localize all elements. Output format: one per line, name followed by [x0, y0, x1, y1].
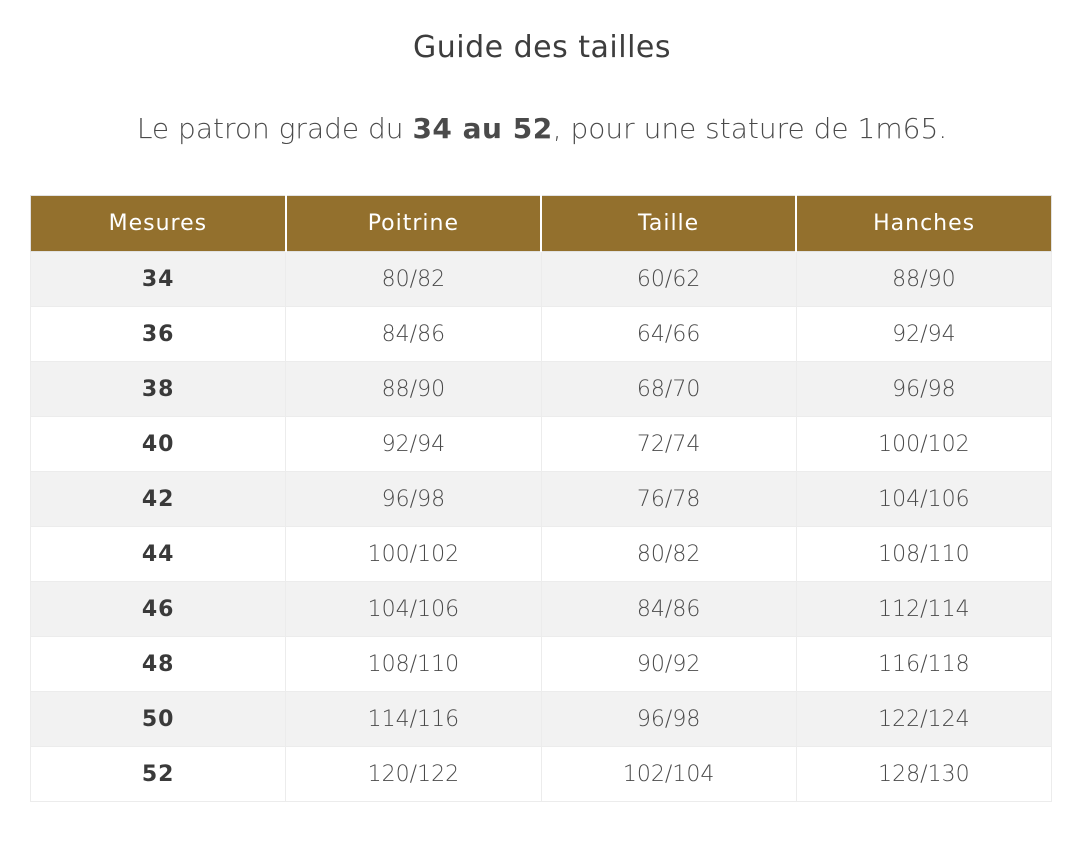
cell-size: 34 [31, 252, 286, 307]
cell-taille: 80/82 [541, 527, 796, 582]
page-title: Guide des tailles [412, 30, 672, 65]
cell-hanches: 128/130 [796, 747, 1051, 802]
cell-taille: 68/70 [541, 362, 796, 417]
cell-poitrine: 84/86 [286, 307, 541, 362]
subtitle-prefix: Le patron grade du [136, 112, 413, 145]
table-row [31, 417, 1052, 472]
table-row [31, 637, 1052, 692]
table-body [31, 252, 1052, 802]
header-cell-hanches: Hanches [796, 196, 1051, 252]
cell-size: 42 [31, 472, 286, 527]
cell-hanches: 108/110 [796, 527, 1051, 582]
header-row [31, 196, 1052, 252]
cell-poitrine: 104/106 [286, 582, 541, 637]
cell-size: 40 [31, 417, 286, 472]
table-row [31, 527, 1052, 582]
table-row [31, 747, 1052, 802]
cell-poitrine: 92/94 [286, 417, 541, 472]
header-cell-mesures: Mesures [31, 196, 286, 252]
subtitle-size-range: 34 au 52 [412, 112, 553, 145]
cell-hanches: 88/90 [796, 252, 1051, 307]
cell-hanches: 116/118 [796, 637, 1051, 692]
cell-taille: 76/78 [541, 472, 796, 527]
table-row [31, 252, 1052, 307]
cell-size: 36 [31, 307, 286, 362]
cell-size: 46 [31, 582, 286, 637]
cell-poitrine: 100/102 [286, 527, 541, 582]
cell-taille: 60/62 [541, 252, 796, 307]
page-subtitle [0, 112, 1084, 145]
cell-hanches: 112/114 [796, 582, 1051, 637]
cell-taille: 102/104 [541, 747, 796, 802]
cell-hanches: 104/106 [796, 472, 1051, 527]
cell-taille: 84/86 [541, 582, 796, 637]
table-row [31, 582, 1052, 637]
header-cell-poitrine: Poitrine [286, 196, 541, 252]
cell-poitrine: 96/98 [286, 472, 541, 527]
cell-taille: 90/92 [541, 637, 796, 692]
cell-poitrine: 114/116 [286, 692, 541, 747]
cell-hanches: 100/102 [796, 417, 1051, 472]
cell-poitrine: 108/110 [286, 637, 541, 692]
cell-hanches: 96/98 [796, 362, 1051, 417]
header-cell-taille: Taille [541, 196, 796, 252]
cell-size: 52 [31, 747, 286, 802]
table-row [31, 362, 1052, 417]
table-row [31, 307, 1052, 362]
cell-size: 44 [31, 527, 286, 582]
cell-size: 48 [31, 637, 286, 692]
cell-poitrine: 88/90 [286, 362, 541, 417]
cell-size: 50 [31, 692, 286, 747]
cell-taille: 72/74 [541, 417, 796, 472]
cell-poitrine: 120/122 [286, 747, 541, 802]
subtitle-suffix: , pour une stature de 1m65. [552, 112, 948, 145]
table-header [31, 196, 1052, 252]
table-row [31, 472, 1052, 527]
cell-taille: 96/98 [541, 692, 796, 747]
table-row [31, 692, 1052, 747]
cell-poitrine: 80/82 [286, 252, 541, 307]
cell-taille: 64/66 [541, 307, 796, 362]
cell-hanches: 122/124 [796, 692, 1051, 747]
cell-hanches: 92/94 [796, 307, 1051, 362]
size-guide-table [30, 195, 1052, 802]
cell-size: 38 [31, 362, 286, 417]
